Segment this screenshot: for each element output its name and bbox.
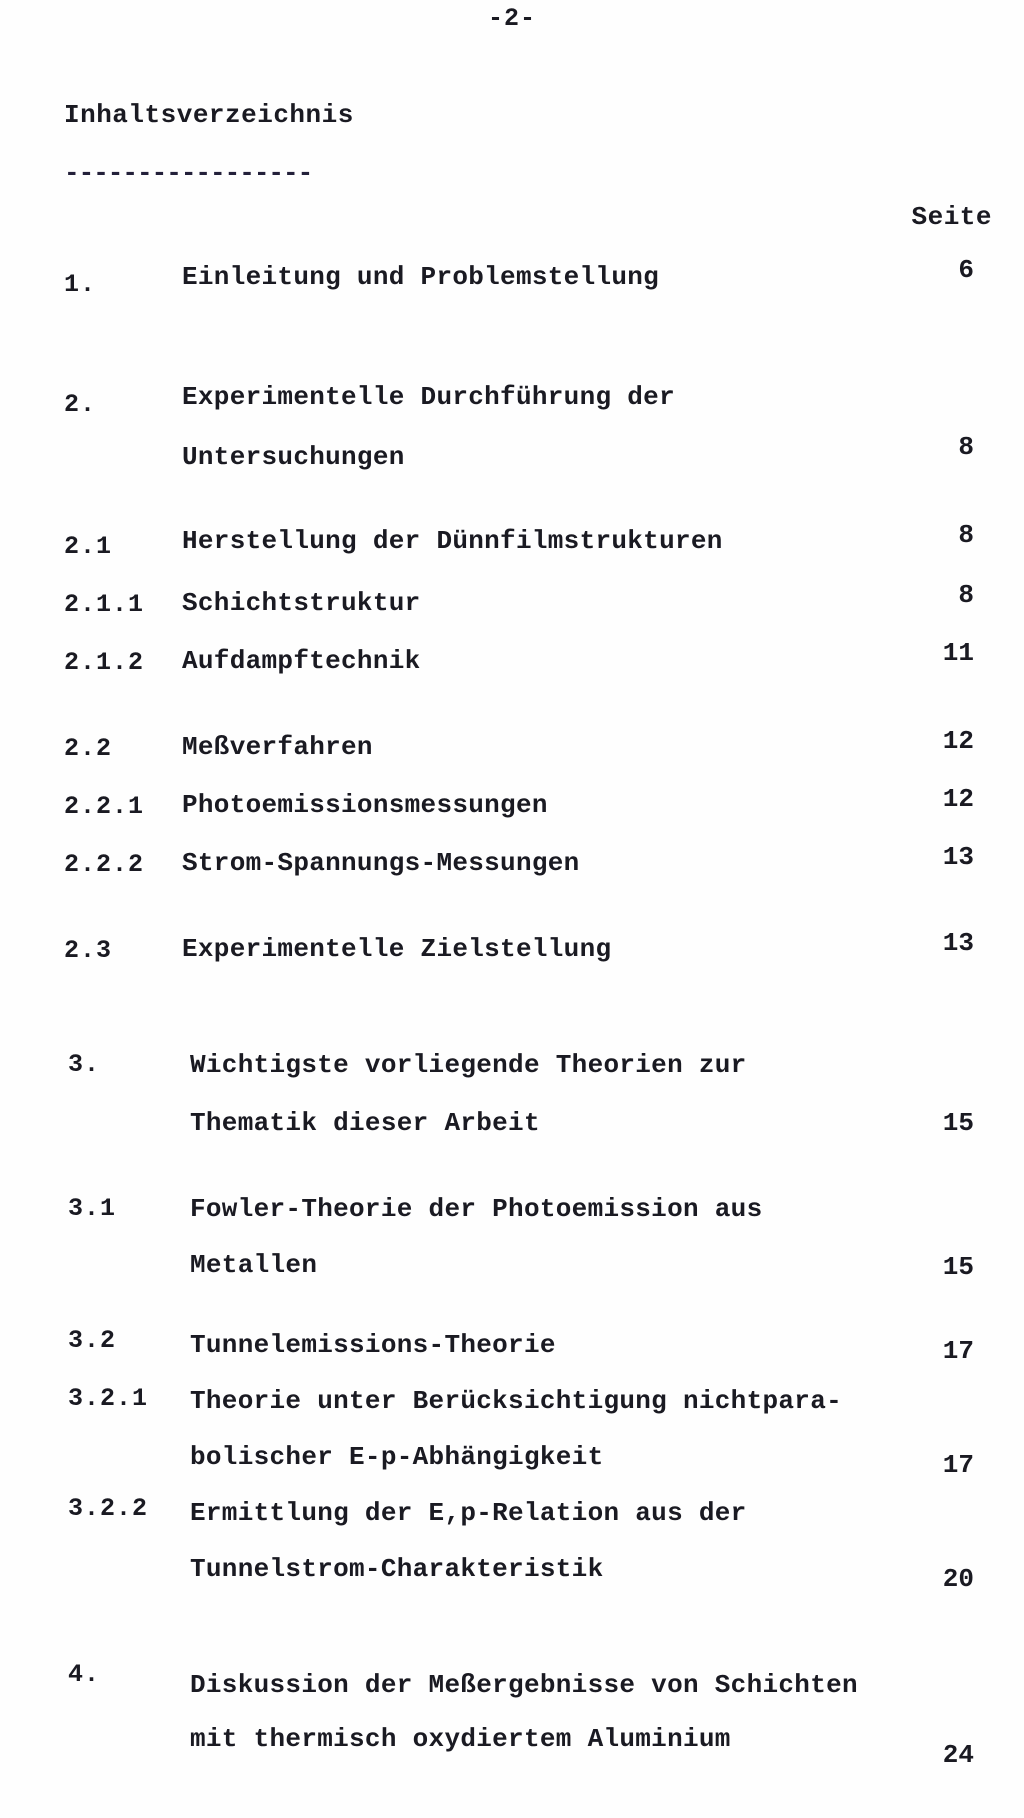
page-ref: 15 [942,1108,974,1138]
section-title: Strom-Spannungs-Messungen [182,848,580,878]
page-ref: 8 [958,432,974,462]
section-title-continued: Thematik dieser Arbeit [190,1108,540,1138]
page-ref: 8 [958,580,974,610]
section-title: Theorie unter Berücksichtigung nichtpara- [190,1386,843,1416]
section-title: Diskussion der Meßergebnisse von Schichten [190,1670,858,1700]
page-ref: 15 [942,1252,974,1282]
section-number: 3.2.2 [68,1494,149,1523]
section-title: Photoemissionsmessungen [182,790,548,820]
page-ref: 12 [942,784,974,814]
page-ref: 17 [942,1336,974,1366]
page-ref: 24 [942,1740,974,1770]
section-title: Tunnelemissions-Theorie [190,1330,556,1360]
section-title: Fowler-Theorie der Photoemission aus [190,1194,763,1224]
section-title: Experimentelle Zielstellung [182,934,612,964]
section-title: Schichtstruktur [182,588,421,618]
page-column-label: Seite [911,202,992,232]
toc-heading: Inhaltsverzeichnis [64,100,354,130]
section-number: 3. [68,1050,101,1079]
page-ref: 6 [958,255,974,285]
section-title: Wichtigste vorliegende Theorien zur [190,1050,747,1080]
page-ref: 13 [942,842,974,872]
page-number: -2- [487,4,536,33]
section-title: Einleitung und Problemstellung [182,262,660,292]
section-number: 3.1 [68,1194,117,1223]
section-number: 2.2 [64,734,113,763]
section-number: 2.3 [64,936,113,965]
section-number: 3.2.1 [68,1384,149,1413]
page-ref: 13 [942,928,974,958]
section-number: 1. [64,270,97,299]
section-title-continued: Metallen [190,1250,318,1280]
page-ref: 17 [942,1450,974,1480]
page-ref: 8 [958,520,974,550]
section-title-continued: Tunnelstrom-Charakteristik [190,1554,604,1584]
section-title: Aufdampftechnik [182,646,421,676]
page-ref: 12 [942,726,974,756]
section-title-continued: bolischer E-p-Abhängigkeit [190,1442,604,1472]
section-number: 2.1 [64,532,113,561]
section-title-continued: Untersuchungen [182,442,405,472]
section-title: Ermittlung der E,p-Relation aus der [190,1498,747,1528]
section-title-continued: mit thermisch oxydiertem Aluminium [190,1724,731,1754]
heading-underline: ----------------- [64,158,313,188]
section-title: Meßverfahren [182,732,373,762]
section-number: 4. [68,1660,101,1689]
section-number: 2.2.2 [64,850,145,879]
section-number: 2. [64,390,97,419]
section-title: Herstellung der Dünnfilmstrukturen [182,526,723,556]
page-ref: 20 [942,1564,974,1594]
section-number: 2.1.2 [64,648,145,677]
section-title: Experimentelle Durchführung der [182,382,675,412]
page-ref: 11 [942,638,974,668]
section-number: 2.1.1 [64,590,145,619]
section-number: 2.2.1 [64,792,145,821]
section-number: 3.2 [68,1326,117,1355]
